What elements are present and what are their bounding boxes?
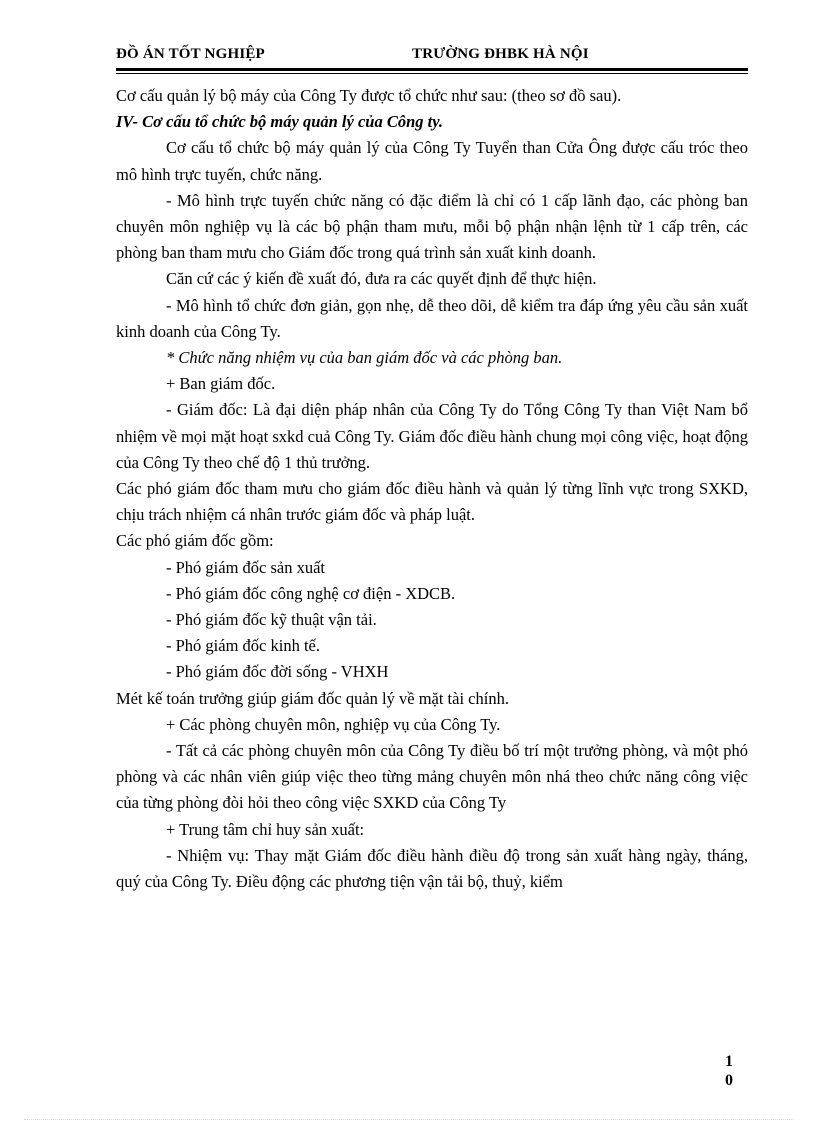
list-item: - Phó giám đốc kỹ thuật vận tải. [166, 610, 377, 630]
body-paragraph: Cơ cấu tổ chức bộ máy quản lý của Công Ty Tuyển than Cửa Ông được cấu tróc theo mô hình trực tuyến, chức năng. [116, 138, 748, 184]
page-number-digit: 1 [725, 1053, 733, 1070]
list-heading: + Ban giám đốc. [166, 374, 276, 394]
body-paragraph: Các phó giám đốc tham mưu cho giám đốc điều hành và quản lý từng lĩnh vực trong SXKD, chịu trách nhiệm cá nhân trước giám đốc và pháp luật. [116, 479, 748, 525]
subheading-italic: * Chức năng nhiệm vụ của ban giám đốc và các phòng ban. [166, 348, 563, 368]
body-paragraph: - Mô hình tổ chức đơn giản, gọn nhẹ, dễ theo dõi, dễ kiểm tra đáp ứng yêu cầu sản xuất kinh doanh của Công Ty. [116, 295, 748, 341]
list-item: - Phó giám đốc kinh tế. [166, 636, 320, 656]
list-item: - Phó giám đốc sản xuất [166, 557, 326, 577]
header-rule-thick [116, 68, 748, 71]
header-rule-thin [116, 73, 748, 74]
list-heading: + Trung tâm chỉ huy sản xuất: [166, 819, 365, 839]
body-paragraph: Căn cứ các ý kiến đề xuất đó, đưa ra các quyết định để thực hiện. [166, 269, 597, 289]
list-heading: + Các phòng chuyên môn, nghiệp vụ của Công Ty. [166, 714, 501, 734]
header-thesis-title: ĐỒ ÁN TỐT NGHIỆP [116, 46, 265, 62]
page-header [116, 46, 748, 68]
body-paragraph: Các phó giám đốc gồm: [116, 531, 274, 551]
intro-paragraph: Cơ cấu quản lý bộ máy của Công Ty được tổ chức như sau: (theo sơ đồ sau). [116, 86, 622, 105]
page-number [722, 1052, 736, 1090]
list-item: - Phó giám đốc công nghệ cơ điện - XDCB. [166, 583, 456, 603]
body-paragraph: - Giám đốc: Là đại diện pháp nhân của Công Ty do Tổng Công Ty than Việt Nam bổ nhiệm về mọi mặt hoạt sxkd cuả Công Ty. Giám đốc điều hành chung mọi công việc, hoạt động của Công Ty theo chế độ 1 thủ trưởng. [116, 400, 748, 472]
header-university: TRƯỜNG ĐHBK HÀ NỘI [412, 46, 589, 62]
body-paragraph: Mét kế toán trưởng giúp giám đốc quản lý về mặt tài chính. [116, 688, 509, 708]
page-number-digit: 0 [725, 1072, 733, 1089]
body-paragraph: - Nhiệm vụ: Thay mặt Giám đốc điều hành điều độ trong sản xuất hàng ngày, tháng, quý của Công Ty. Điều động các phương tiện vận tải bộ, thuỷ, kiểm [116, 845, 748, 892]
page-bottom-divider [24, 1119, 794, 1120]
section-heading: IV- Cơ cấu tổ chức bộ máy quản lý của Công ty. [116, 112, 444, 132]
body-paragraph: - Mô hình trực tuyến chức năng có đặc điểm là chỉ có 1 cấp lãnh đạo, các phòng ban chuyên môn nghiệp vụ là các bộ phận tham mưu, mỗi bộ phận nhận lệnh từ 1 cấp trên, các phòng ban tham mưu cho Giám đốc trong quá trình sản xuất kinh doanh. [116, 190, 748, 263]
list-item: - Phó giám đốc đời sống - VHXH [166, 662, 389, 682]
body-paragraph: - Tất cả các phòng chuyên môn của Công Ty điều bố trí một trưởng phòng, và một phó phòng và các nhân viên giúp việc theo từng mảng chuyên môn nhá theo chức năng công việc của từng phòng đòi hỏi theo công việc SXKD của Công Ty [116, 741, 748, 813]
document-body [116, 83, 748, 895]
